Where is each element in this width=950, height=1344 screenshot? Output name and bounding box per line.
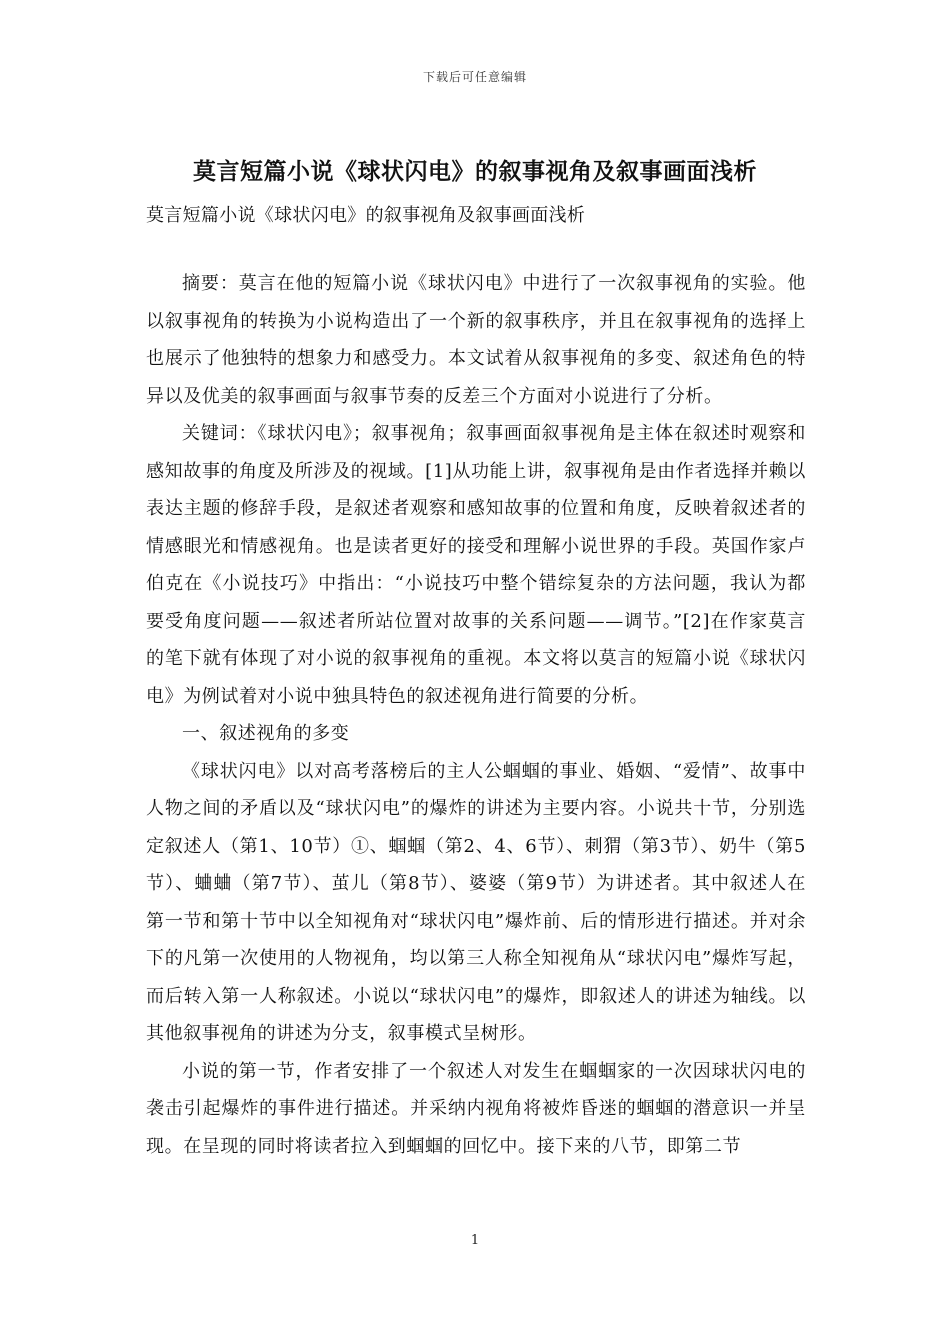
document-title: 莫言短篇小说《球状闪电》的叙事视角及叙事画面浅析 xyxy=(193,158,757,185)
abstract-paragraph: 摘要：莫言在他的短篇小说《球状闪电》中进行了一次叙事视角的实验。他以叙事视角的转换为小说构造出了一个新的叙事秩序，并且在叙事视角的选择上也展示了他独特的想象力和感受力。本文试着从叙事视角的多变、叙述角色的特异以及优美的叙事画面与叙事节奏的反差三个方面对小说进行了分析。 xyxy=(146,273,806,407)
document-subtitle: 莫言短篇小说《球状闪电》的叙事视角及叙事画面浅析 xyxy=(146,205,586,226)
body-paragraph: 《球状闪电》以对高考落榜后的主人公蝈蝈的事业、婚姻、“爱情”、故事中人物之间的矛盾以及“球状闪电”的爆炸的讲述为主要内容。小说共十节，分别选定叙述人（第1、10节）①、蝈蝈（第2、4、6节）、刺猬（第3节）、奶牛（第5节）、蛐蛐（第7节）、茧儿（第8节）、婆婆（第9节）为讲述者。其中叙述人在第一节和第十节中以全知视角对“球状闪电”爆炸前、后的情形进行描述。并对余下的凡第一次使用的人物视角，均以第三人称全知视角从“球状闪电”爆炸写起，而后转入第一人称叙述。小说以“球状闪电”的爆炸，即叙述人的讲述为轴线。以其他叙事视角的讲述为分支，叙事模式呈树形。 xyxy=(146,760,806,1044)
keywords-paragraph: 关键词：《球状闪电》；叙事视角；叙事画面叙事视角是主体在叙述时观察和感知故事的角度及所涉及的视域。[1]从功能上讲，叙事视角是由作者选择并赖以表达主题的修辞手段，是叙述者观察和感知故事的位置和角度，反映着叙述者的情感眼光和情感视角。也是读者更好的接受和理解小说世界的手段。英国作家卢伯克在《小说技巧》中指出：“小说技巧中整个错综复杂的方法问题，我认为都要受角度问题——叙述者所站位置对故事的关系问题——调节。”[2]在作家莫言的笔下就有体现了对小说的叙事视角的重视。本文将以莫言的短篇小说《球状闪电》为例试着对小说中独具特色的叙述视角进行简要的分析。 xyxy=(146,423,806,707)
body-paragraph: 小说的第一节，作者安排了一个叙述人对发生在蝈蝈家的一次因球状闪电的袭击引起爆炸的事件进行描述。并采纳内视角将被炸昏迷的蝈蝈的潜意识一并呈现。在呈现的同时将读者拉入到蝈蝈的回忆中。接下来的八节，即第二节 xyxy=(146,1060,806,1157)
page-number: 1 xyxy=(470,1233,480,1248)
section-heading: 一、叙述视角的多变 xyxy=(182,723,350,744)
header-note: 下载后可任意编辑 xyxy=(422,70,527,84)
document-body xyxy=(146,265,806,1165)
